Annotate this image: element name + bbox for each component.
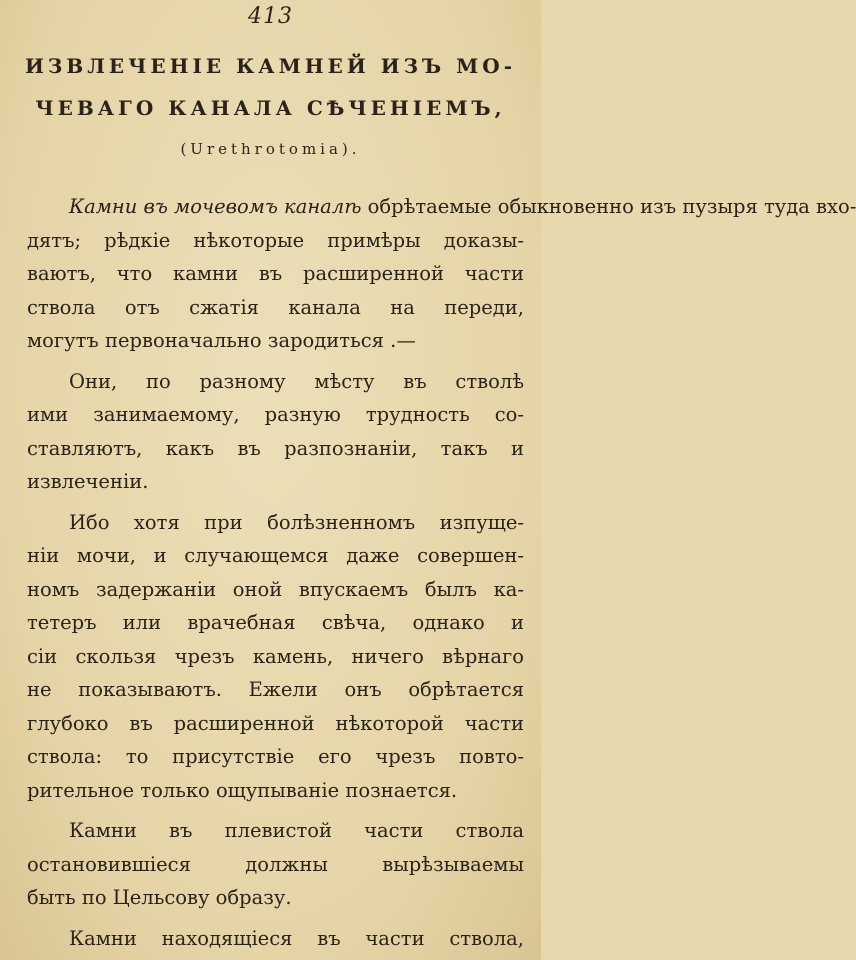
text-line: Они, по разному мѣсту въ стволѣ: [69, 369, 524, 393]
text-line: остановившіеся должны вырѣзываемы: [27, 852, 524, 876]
text-line: ставляютъ, какъ въ разпознаніи, такъ и: [27, 436, 524, 460]
paragraph-gap: [27, 807, 524, 814]
text-line: [27, 190, 856, 224]
text-line: номъ задержаніи оной впускаемъ былъ ка-: [27, 577, 524, 601]
paragraph: [27, 365, 524, 499]
text-line: ствола отъ сжатія канала на переди,: [27, 295, 524, 319]
text-line: быть по Цельсову образу.: [27, 886, 292, 909]
chapter-subtitle: (Urethrotomia).: [180, 140, 361, 158]
chapter-title-line-2: ЧЕВАГО КАНАЛА СѢЧЕНІЕМЪ,: [35, 96, 506, 120]
paragraph: [27, 922, 524, 956]
line-text: обрѣтаемые обыкновенно изъ пузыря туда вхо-: [361, 195, 856, 218]
text-line: тетеръ или врачебная свѣча, однако и: [27, 611, 524, 634]
paragraph: [27, 506, 524, 808]
paragraph: [27, 814, 524, 915]
text-line: ніи мочи, и случающемся даже совершен-: [27, 544, 524, 567]
text-line: не показываютъ. Ежели онъ обрѣтается: [27, 678, 524, 701]
text-line: сіи скользя чрезъ камень, ничего вѣрнаго: [27, 644, 524, 668]
text-line: ваютъ, что камни въ расширенной части: [27, 262, 524, 285]
paragraph: [27, 190, 856, 358]
text-line: рительное только ощупываніе познается.: [27, 778, 458, 802]
paragraph-gap: [27, 499, 524, 506]
body-text: [27, 190, 856, 955]
italic-term: Камни въ мочевомъ каналѣ: [69, 195, 362, 218]
text-line: извлеченіи.: [27, 470, 149, 493]
text-line: ствола: то присутствіе его чрезъ повто-: [27, 745, 524, 768]
text-line: могутъ первоначально зародиться .—: [27, 329, 416, 352]
text-line: Камни въ плевистой части ствола: [69, 819, 524, 842]
paragraph-gap: [27, 358, 524, 365]
text-line: ими занимаемому, разную трудность со-: [27, 403, 524, 426]
text-line: глубоко въ расширенной нѣкоторой части: [27, 711, 524, 735]
paragraph-gap: [27, 915, 524, 922]
text-line: Ибо хотя при болѣзненномъ изпуще-: [69, 510, 524, 534]
text-line: дятъ; рѣдкіе нѣкоторые примѣры доказы-: [27, 228, 524, 252]
text-line: Камни находящіеся въ части ствола,: [69, 926, 524, 950]
chapter-title-line-1: ИЗВЛЕЧЕНІЕ КАМНЕЙ ИЗЪ МО-: [24, 54, 516, 78]
page-number: 413: [248, 4, 293, 29]
